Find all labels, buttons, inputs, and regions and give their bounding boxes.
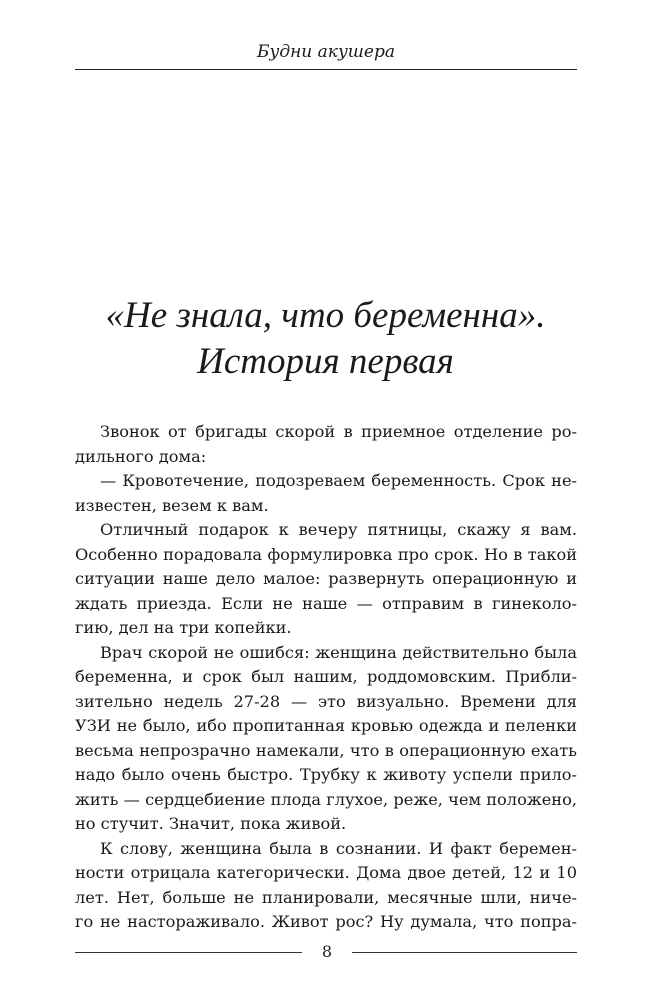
text-line: весьма непрозрачно намекали, что в операционную ехать	[75, 740, 577, 760]
text-line: гию, дел на три копейки.	[75, 618, 292, 637]
text-line: но стучит. Значит, пока живой.	[75, 814, 347, 833]
text-line: лет. Нет, больше не планировали, месячные шли, ниче-	[75, 887, 577, 907]
text-line: надо было очень быстро. Трубку к животу успели прило-	[75, 765, 577, 784]
chapter-title-line-1: «Не знала, что беременна».	[105, 295, 546, 336]
chapter-title	[40, 293, 611, 385]
text-line: К слову, женщина была в сознании. И факт беремен-	[100, 838, 577, 858]
text-line: ности отрицала категорически. Дома двое детей, 12 и 10	[75, 863, 577, 882]
text-line: Особенно порадовала формулировка про срок. Но в такой	[75, 544, 577, 564]
text-line: Звонок от бригады скорой в приемное отделение ро-	[100, 422, 577, 441]
footer-rule-left	[75, 952, 302, 953]
page-footer	[0, 941, 651, 963]
page-number: 8	[321, 942, 333, 961]
text-line: го не настораживало. Живот рос? Ну думала, что попра-	[75, 912, 577, 931]
body-text	[75, 420, 577, 935]
text-line: зительно недель 27-28 — это визуально. Времени для	[75, 691, 577, 711]
text-line: — Кровотечение, подозреваем беременность. Срок не-	[100, 471, 577, 490]
text-line: ситуации наше дело малое: развернуть операционную и	[75, 569, 577, 588]
text-line: жить — сердцебиение плода глухое, реже, чем положено,	[75, 789, 577, 809]
text-line: ждать приезда. Если не наше — отправим в гинеколо-	[75, 593, 577, 613]
footer-rule-right	[352, 952, 577, 953]
text-line: УЗИ не было, ибо пропитанная кровью одежда и пеленки	[75, 716, 577, 735]
text-line: беременна, и срок был нашим, роддомовским. Прибли-	[75, 667, 577, 686]
text-line: известен, везем к вам.	[75, 495, 269, 515]
running-header-title: Будни акушера	[256, 42, 395, 62]
text-line: дильного дома:	[75, 446, 207, 466]
text-line: Врач скорой не ошибся: женщина действительно была	[100, 642, 577, 662]
header-rule	[75, 69, 577, 70]
chapter-title-line-2: История первая	[197, 341, 454, 382]
text-line: Отличный подарок к вечеру пятницы, скажу я вам.	[100, 520, 577, 539]
